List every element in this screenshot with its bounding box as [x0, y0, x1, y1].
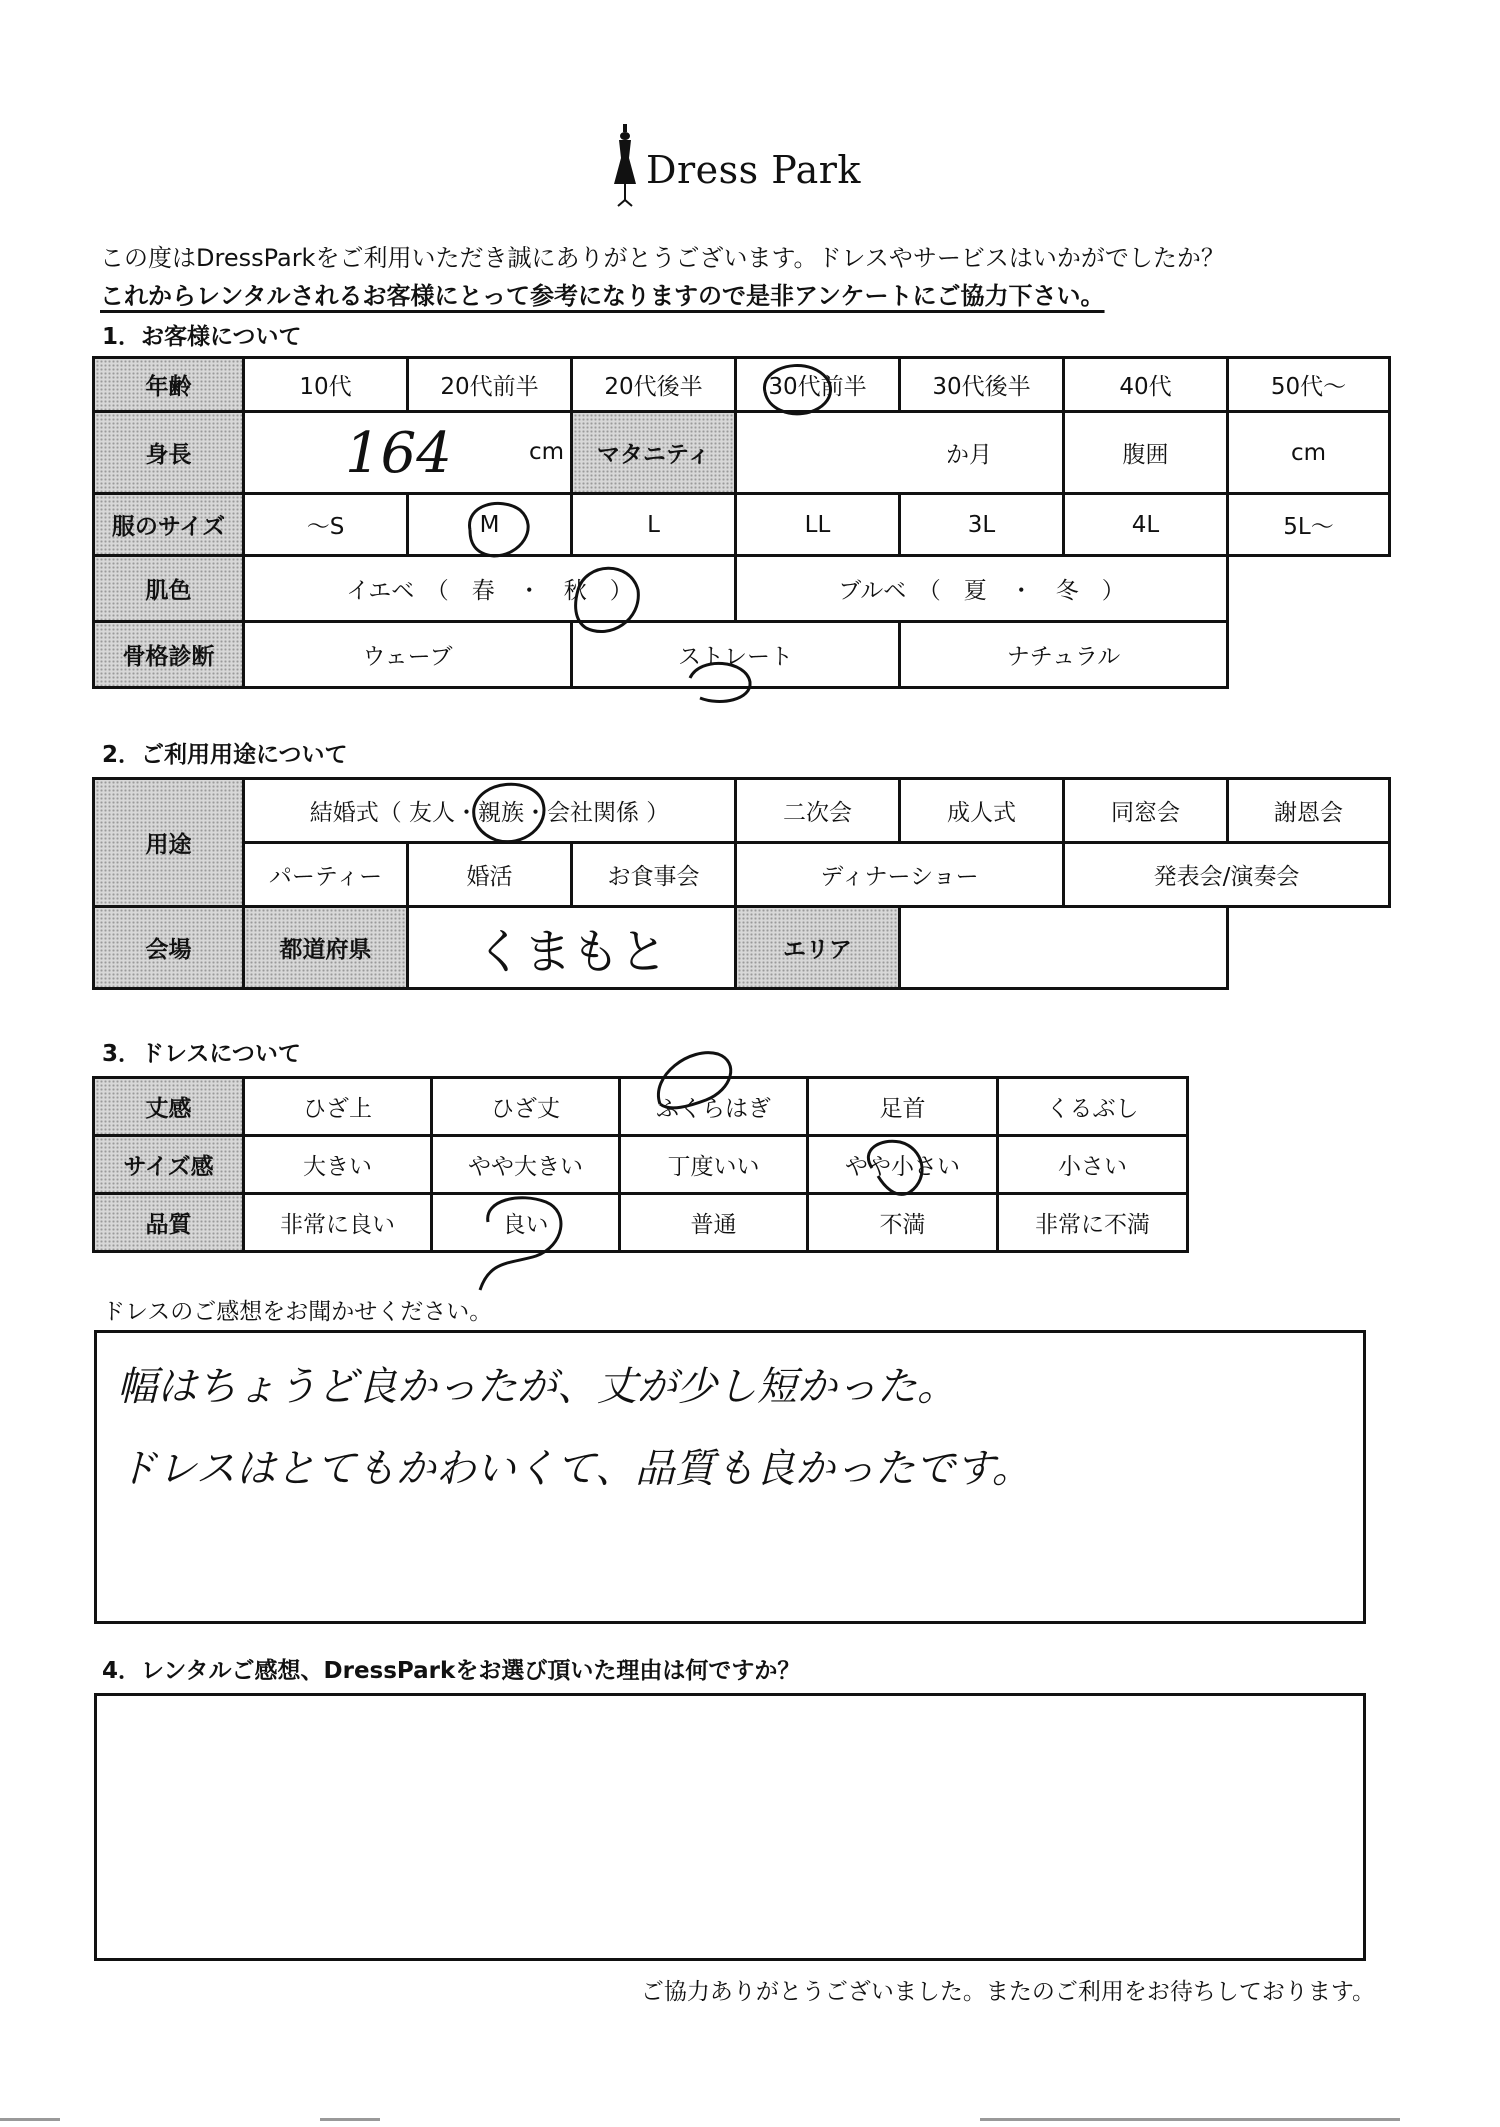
purpose-row-1	[94, 779, 1390, 843]
section2-title: 2．ご利用用途について	[102, 742, 348, 768]
fit-option[interactable]: 大きい	[244, 1136, 432, 1194]
intro-text: この度はDressParkをご利用いただき誠にありがとうございます。ドレスやサービスはいかがでしたか？	[100, 244, 1225, 272]
size-label: 服のサイズ	[94, 494, 244, 556]
length-row	[94, 1078, 1188, 1136]
age-label: 年齢	[94, 358, 244, 412]
purpose-option-wedding[interactable]: 結婚式（ 友人・親族・会社関係 ）	[244, 779, 736, 843]
waist-label: 腹囲	[1064, 412, 1228, 494]
purpose-option[interactable]: ディナーショー	[736, 843, 1064, 907]
size-row	[94, 494, 1390, 556]
dress-table	[92, 1076, 1189, 1253]
length-label: 丈感	[94, 1078, 244, 1136]
size-option-selected[interactable]: M	[408, 494, 572, 556]
dress-comment-line: 幅はちょうど良かったが、丈が少し短かった。	[117, 1364, 957, 1410]
section3-title: 3．ドレスについて	[102, 1041, 301, 1067]
waist-unit: cm	[1290, 439, 1327, 466]
age-option[interactable]: 40代	[1064, 358, 1228, 412]
quality-option-selected[interactable]: 良い	[432, 1194, 620, 1252]
prefecture-label: 都道府県	[244, 907, 408, 989]
length-option-selected[interactable]: ふくらはぎ	[620, 1078, 808, 1136]
fit-option[interactable]: 丁度いい	[620, 1136, 808, 1194]
purpose-option[interactable]: 成人式	[900, 779, 1064, 843]
prefecture-value[interactable]: くまもと	[408, 907, 736, 989]
scan-edge-line	[980, 2118, 1400, 2121]
dresspark-logo	[610, 122, 870, 212]
age-option[interactable]: 20代前半	[408, 358, 572, 412]
fit-option-selected[interactable]: やや小さい	[808, 1136, 998, 1194]
purpose-option[interactable]: 婚活	[408, 843, 572, 907]
age-option[interactable]: 10代	[244, 358, 408, 412]
purpose-option[interactable]: パーティー	[244, 843, 408, 907]
purpose-label: 用途	[94, 779, 244, 907]
area-value[interactable]	[900, 907, 1228, 989]
venue-label: 会場	[94, 907, 244, 989]
purpose-row-2	[94, 843, 1390, 907]
customer-table	[92, 356, 1391, 689]
quality-row	[94, 1194, 1188, 1252]
height-label: 身長	[94, 412, 244, 494]
area-label: エリア	[736, 907, 900, 989]
maternity-label: マタニティ	[572, 412, 736, 494]
scan-edge-line	[320, 2118, 380, 2121]
thank-you-footer: ご協力ありがとうございました。またのご利用をお待ちしております。	[640, 1979, 1375, 2005]
logo-text: Dress Park	[646, 148, 861, 192]
purpose-option[interactable]: 謝恩会	[1228, 779, 1390, 843]
age-option[interactable]: 20代後半	[572, 358, 736, 412]
fit-label: サイズ感	[94, 1136, 244, 1194]
length-option[interactable]: ひざ上	[244, 1078, 432, 1136]
months-unit: か月	[946, 442, 992, 468]
section1-title: 1．お客様について	[102, 324, 302, 350]
intro-request: これからレンタルされるお客様にとって参考になりますので是非アンケートにご協力下さい。	[100, 282, 1105, 310]
frame-option[interactable]: ウェーブ	[244, 622, 572, 688]
skin-yellow-option[interactable]: イエベ （ 春 ・ 秋 ）	[244, 556, 736, 622]
rental-comment-box[interactable]	[94, 1693, 1366, 1961]
age-row	[94, 358, 1390, 412]
length-option[interactable]: ひざ丈	[432, 1078, 620, 1136]
skin-label: 肌色	[94, 556, 244, 622]
height-field[interactable]	[244, 412, 572, 494]
fit-option[interactable]: やや大きい	[432, 1136, 620, 1194]
size-option[interactable]: 4L	[1064, 494, 1228, 556]
dress-comment-box[interactable]	[94, 1330, 1366, 1624]
size-option[interactable]: 5L～	[1228, 494, 1390, 556]
age-option[interactable]: 50代～	[1228, 358, 1390, 412]
fit-option[interactable]: 小さい	[998, 1136, 1188, 1194]
purpose-option[interactable]: 同窓会	[1064, 779, 1228, 843]
dress-mannequin-icon	[610, 122, 640, 212]
frame-option-selected[interactable]: ストレート	[572, 622, 900, 688]
size-option[interactable]: 3L	[900, 494, 1064, 556]
quality-option[interactable]: 不満	[808, 1194, 998, 1252]
section4-title: 4．レンタルご感想、DressParkをお選び頂いた理由は何ですか？	[102, 1658, 801, 1684]
size-option[interactable]: L	[572, 494, 736, 556]
purpose-option[interactable]: 二次会	[736, 779, 900, 843]
purpose-option[interactable]: 発表会/演奏会	[1064, 843, 1390, 907]
length-option[interactable]: 足首	[808, 1078, 998, 1136]
purpose-option[interactable]: お食事会	[572, 843, 736, 907]
quality-label: 品質	[94, 1194, 244, 1252]
maternity-months-field[interactable]	[736, 412, 1064, 494]
purpose-table	[92, 777, 1391, 990]
size-option[interactable]: LL	[736, 494, 900, 556]
size-option[interactable]: ～S	[244, 494, 408, 556]
fit-row	[94, 1136, 1188, 1194]
waist-field[interactable]	[1228, 412, 1390, 494]
scan-edge-line	[0, 2118, 60, 2121]
frame-option[interactable]: ナチュラル	[900, 622, 1228, 688]
frame-label: 骨格診断	[94, 622, 244, 688]
age-option[interactable]: 30代後半	[900, 358, 1064, 412]
height-row	[94, 412, 1390, 494]
quality-option[interactable]: 非常に不満	[998, 1194, 1188, 1252]
length-option[interactable]: くるぶし	[998, 1078, 1188, 1136]
age-option-selected[interactable]: 30代前半	[736, 358, 900, 412]
height-value: 164	[345, 421, 452, 486]
quality-option[interactable]: 非常に良い	[244, 1194, 432, 1252]
skin-blue-option[interactable]: ブルベ （ 夏 ・ 冬 ）	[736, 556, 1228, 622]
frame-row	[94, 622, 1390, 688]
venue-row	[94, 907, 1390, 989]
height-unit: cm	[528, 439, 564, 465]
quality-option[interactable]: 普通	[620, 1194, 808, 1252]
skin-row	[94, 556, 1390, 622]
dress-comment-line: ドレスはとてもかわいくて、品質も良かったです。	[117, 1446, 1032, 1492]
dress-comment-prompt: ドレスのご感想をお聞かせください。	[102, 1299, 493, 1325]
